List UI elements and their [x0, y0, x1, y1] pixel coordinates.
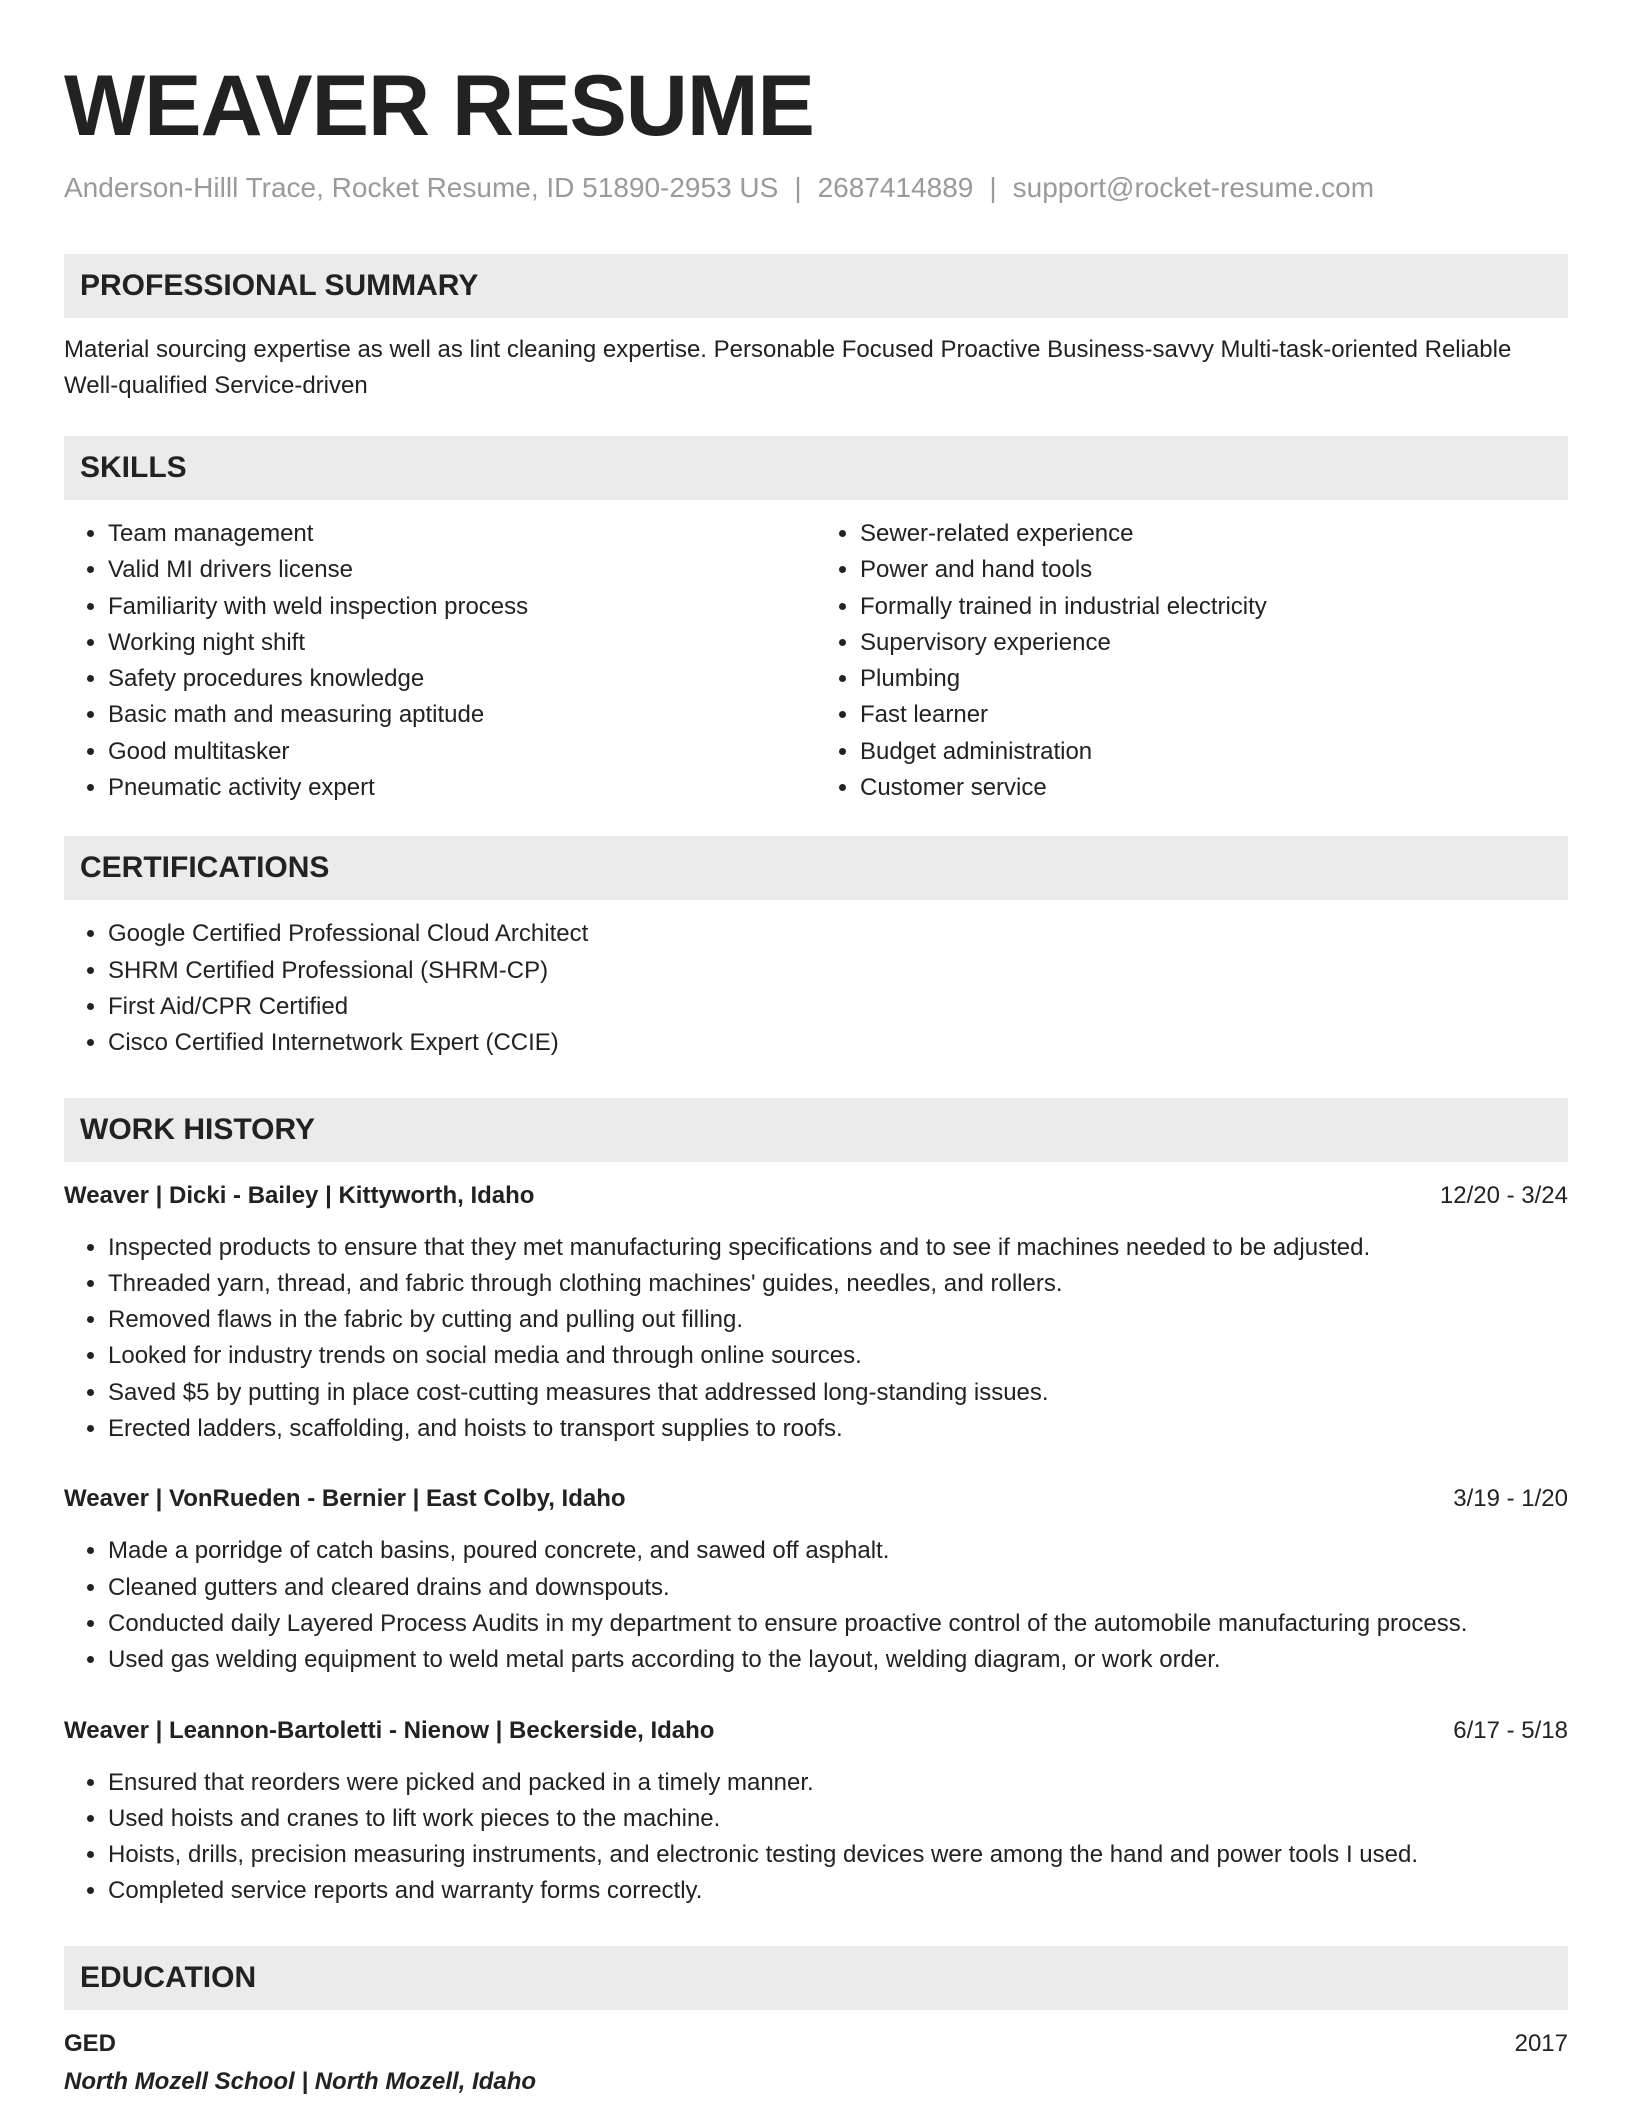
contact-phone: 2687414889: [817, 172, 974, 203]
job-bullet: • Used gas welding equipment to weld metal parts according to the layout, welding diagram, or work order.: [108, 1642, 1568, 1678]
skill-item: • Formally trained in industrial electricity: [860, 589, 1568, 625]
section-header-work-history: WORK HISTORY: [64, 1098, 1568, 1162]
contact-separator: |: [989, 172, 997, 203]
skill-item: • Pneumatic activity expert: [108, 770, 816, 806]
job-entry: [64, 1713, 1568, 1910]
skills-columns: [64, 516, 1568, 806]
job-dates: 6/17 - 5/18: [1453, 1716, 1568, 1744]
job-bullets: [64, 1533, 1568, 1678]
job-bullet: • Erected ladders, scaffolding, and hoists to transport supplies to roofs.: [108, 1411, 1568, 1447]
job-bullet: • Hoists, drills, precision measuring instruments, and electronic testing devices were among the hand and power tools I used.: [108, 1837, 1568, 1873]
contact-separator: |: [794, 172, 802, 203]
certification-item: • SHRM Certified Professional (SHRM-CP): [108, 953, 1568, 989]
certifications-list: [64, 916, 1568, 1061]
job-heading-row: [64, 1713, 1568, 1749]
skill-item: • Sewer-related experience: [860, 516, 1568, 552]
skill-item: • Team management: [108, 516, 816, 552]
job-bullet: • Looked for industry trends on social media and through online sources.: [108, 1338, 1568, 1374]
contact-address: Anderson-Hilll Trace, Rocket Resume, ID 51890-2953 US: [64, 172, 779, 203]
job-dates: 3/19 - 1/20: [1453, 1485, 1568, 1513]
skill-item: • Valid MI drivers license: [108, 552, 816, 588]
section-header-summary: PROFESSIONAL SUMMARY: [64, 254, 1568, 318]
skill-item: • Customer service: [860, 770, 1568, 806]
skill-item: • Fast learner: [860, 697, 1568, 733]
job-title: Weaver | Dicki - Bailey | Kittyworth, Idaho: [64, 1181, 535, 1209]
job-bullet: • Made a porridge of catch basins, poured concrete, and sawed off asphalt.: [108, 1533, 1568, 1569]
job-bullet: • Conducted daily Layered Process Audits in my department to ensure proactive control of the automobile manufacturing process.: [108, 1606, 1568, 1642]
skill-item: • Basic math and measuring aptitude: [108, 697, 816, 733]
job-bullets: [64, 1765, 1568, 1910]
certification-item: • First Aid/CPR Certified: [108, 989, 1568, 1025]
job-bullet: • Completed service reports and warranty forms correctly.: [108, 1873, 1568, 1909]
section-header-skills: SKILLS: [64, 436, 1568, 500]
education-school: North Mozell School | North Mozell, Idaho: [64, 2067, 537, 2095]
job-entry: [64, 1178, 1568, 1448]
skills-list-left: [64, 516, 816, 806]
job-title: Weaver | Leannon-Bartoletti - Nienow | Beckerside, Idaho: [64, 1716, 715, 1744]
job-bullet: • Ensured that reorders were picked and packed in a timely manner.: [108, 1765, 1568, 1801]
skill-item: • Plumbing: [860, 661, 1568, 697]
skill-item: • Supervisory experience: [860, 625, 1568, 661]
skill-item: • Power and hand tools: [860, 552, 1568, 588]
skill-item: • Budget administration: [860, 734, 1568, 770]
certification-item: • Google Certified Professional Cloud Architect: [108, 916, 1568, 952]
job-bullet: • Used hoists and cranes to lift work pieces to the machine.: [108, 1801, 1568, 1837]
job-title: Weaver | VonRueden - Bernier | East Colby, Idaho: [64, 1485, 626, 1513]
contact-line: [64, 170, 1568, 206]
resume-title: WEAVER RESUME: [64, 58, 814, 154]
summary-text: Material sourcing expertise as well as lint cleaning expertise. Personable Focused Proactive Business-savvy Multi-task-oriented Reliable Well-qualified Service-driven: [64, 336, 1512, 399]
education-heading-row: [64, 2026, 1568, 2062]
section-header-education: EDUCATION: [64, 1946, 1568, 2010]
education-year: 2017: [1514, 2029, 1568, 2057]
education-degree: GED: [64, 2029, 117, 2057]
skill-item: • Safety procedures knowledge: [108, 661, 816, 697]
job-bullet: • Cleaned gutters and cleared drains and downspouts.: [108, 1570, 1568, 1606]
job-entry: [64, 1481, 1568, 1678]
job-heading-row: [64, 1481, 1568, 1517]
job-bullet: • Saved $5 by putting in place cost-cutting measures that addressed long-standing issues.: [108, 1375, 1568, 1411]
section-header-certifications: CERTIFICATIONS: [64, 836, 1568, 900]
skill-item: • Good multitasker: [108, 734, 816, 770]
skill-item: • Working night shift: [108, 625, 816, 661]
education-entry: [64, 2026, 1568, 2102]
job-bullets: [64, 1230, 1568, 1448]
job-dates: 12/20 - 3/24: [1439, 1181, 1568, 1209]
skills-list-right: [816, 516, 1568, 806]
certification-item: • Cisco Certified Internetwork Expert (CCIE): [108, 1025, 1568, 1061]
job-heading-row: [64, 1178, 1568, 1214]
job-bullet: • Inspected products to ensure that they met manufacturing specifications and to see if machines needed to be adjusted.: [108, 1230, 1568, 1266]
contact-email: support@rocket-resume.com: [1012, 172, 1375, 203]
job-bullet: • Removed flaws in the fabric by cutting and pulling out filling.: [108, 1302, 1568, 1338]
job-bullet: • Threaded yarn, thread, and fabric through clothing machines' guides, needles, and rollers.: [108, 1266, 1568, 1302]
skill-item: • Familiarity with weld inspection process: [108, 589, 816, 625]
